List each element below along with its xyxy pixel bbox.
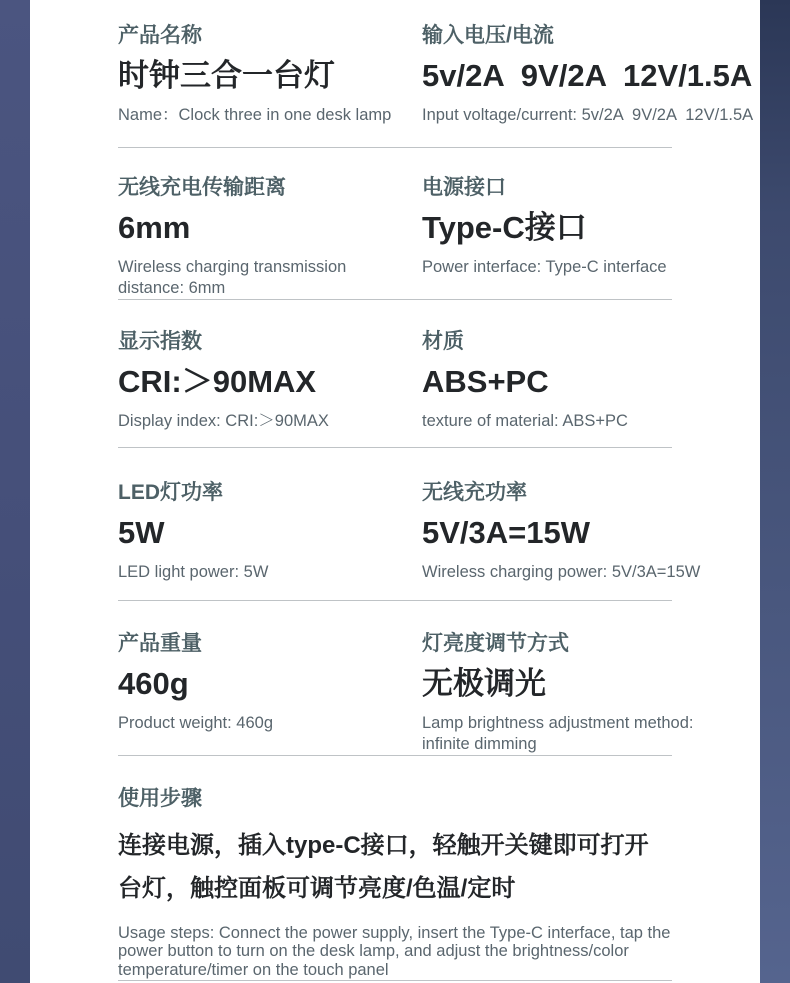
usage-steps-section [118, 756, 676, 981]
spec-value: ABS+PC [422, 364, 549, 400]
spec-value: 5W [118, 515, 165, 551]
right-border-bar [760, 0, 790, 983]
spec-value: CRI:＞90MAX [118, 364, 317, 400]
spec-value: 460g [118, 666, 189, 702]
spec-caption: Power interface: Type-C interface [422, 257, 667, 276]
spec-wireless-power [422, 481, 752, 600]
spec-dimming-method [422, 632, 752, 755]
spec-value: 5v/2A 9V/2A 12V/1.5A [422, 58, 753, 94]
spec-label: 产品名称 [118, 24, 202, 47]
left-border-bar [0, 0, 30, 983]
spec-label: 无线充电传输距离 [118, 176, 286, 199]
spec-label: 电源接口 [422, 176, 506, 199]
spec-caption: Lamp brightness adjustment method: infinite dimming [422, 713, 699, 753]
spec-row-5 [118, 601, 699, 756]
usage-label: 使用步骤 [118, 787, 202, 810]
spec-row-3 [118, 300, 672, 448]
spec-wireless-distance [118, 176, 422, 299]
spec-row-2 [118, 148, 672, 300]
spec-weight [118, 632, 422, 755]
spec-label: 输入电压/电流 [422, 24, 554, 47]
spec-caption: Wireless charging power: 5V/3A=15W [422, 562, 701, 581]
spec-row-4 [118, 448, 701, 601]
spec-caption: Wireless charging transmission distance: 6mm [118, 257, 351, 297]
spec-material [422, 330, 752, 447]
spec-product-name [118, 24, 422, 147]
spec-power-interface [422, 176, 752, 299]
usage-text: 连接电源，插入type-C接口，轻触开关键即可打开台灯，触控面板可调节亮度/色温/定时 [118, 832, 649, 903]
spec-caption: LED light power: 5W [118, 562, 269, 581]
spec-display-index [118, 330, 422, 447]
spec-label: 显示指数 [118, 330, 202, 353]
spec-label: 灯亮度调节方式 [422, 632, 569, 655]
spec-label: 产品重量 [118, 632, 202, 655]
spec-value: 6mm [118, 210, 191, 246]
spec-led-power [118, 481, 422, 600]
spec-caption: Name：Clock three in one desk lamp [118, 105, 392, 124]
spec-value: 5V/3A=15W [422, 515, 591, 551]
spec-caption: Display index: CRI:＞90MAX [118, 411, 329, 430]
spec-label: 材质 [422, 330, 464, 353]
spec-caption: texture of material: ABS+PC [422, 411, 628, 430]
spec-caption: Input voltage/current: 5v/2A 9V/2A 12V/1.5A [422, 105, 754, 124]
spec-sheet [118, 0, 754, 981]
spec-caption: Product weight: 460g [118, 713, 274, 732]
spec-value: 时钟三合一台灯 [118, 58, 335, 94]
spec-label: LED灯功率 [118, 481, 223, 504]
spec-value: Type-C接口 [422, 210, 587, 246]
spec-input-voltage [422, 24, 752, 147]
spec-label: 无线充功率 [422, 481, 527, 504]
spec-value: 无极调光 [422, 666, 546, 702]
usage-caption: Usage steps: Connect the power supply, insert the Type-C interface, tap the power button to turn on the desk lamp, and adjust the brightness/color temperature/timer on the touch panel [118, 923, 676, 980]
spec-row-1 [118, 0, 754, 148]
